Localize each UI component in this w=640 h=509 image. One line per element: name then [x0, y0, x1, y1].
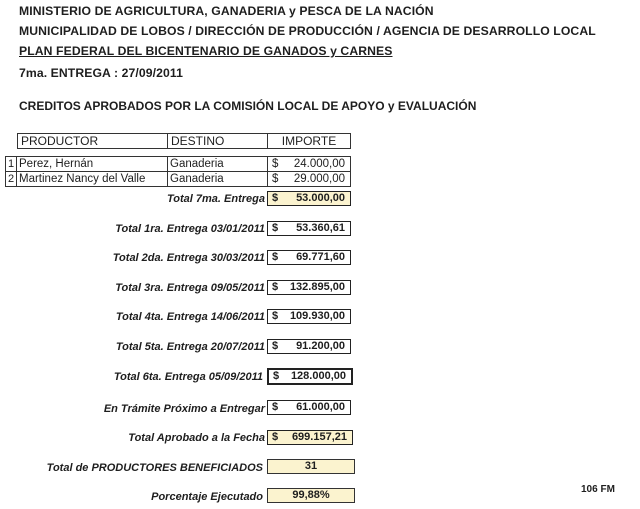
amount-value: 699.157,21	[291, 431, 347, 443]
total-approved-box	[267, 430, 353, 445]
percentage-label: Porcentaje Ejecutado	[151, 491, 263, 503]
amount-value: 128.000,00	[290, 370, 346, 382]
percentage-value: 99,88%	[267, 488, 355, 503]
currency-symbol: $	[272, 310, 279, 322]
footer-code: 106 FM	[581, 484, 615, 495]
amount-value: 29.000,00	[293, 173, 345, 185]
column-header-productor: PRODUCTOR	[17, 133, 168, 149]
total-1ra-label: Total 1ra. Entrega 03/01/2011	[115, 223, 265, 235]
currency-symbol: $	[272, 173, 279, 185]
currency-symbol: $	[272, 251, 279, 263]
currency-symbol: $	[272, 340, 279, 352]
total-7ma-label: Total 7ma. Entrega	[166, 193, 265, 205]
currency-symbol: $	[272, 281, 279, 293]
total-5ta-label: Total 5ta. Entrega 20/07/2011	[115, 341, 265, 353]
row-destino: Ganaderia	[167, 171, 268, 187]
pending-box	[267, 400, 351, 415]
header-municipality: MUNICIPALIDAD DE LOBOS / DIRECCIÓN DE PRODUCCIÓN / AGENCIA DE DESARROLLO LOCAL	[19, 24, 596, 38]
total-1ra-box	[267, 221, 351, 236]
producers-label: Total de PRODUCTORES BENEFICIADOS	[46, 462, 263, 474]
row-number: 2	[5, 171, 17, 187]
total-2da-box	[267, 250, 351, 265]
total-7ma-box	[267, 191, 351, 206]
amount-value: 69.771,60	[296, 251, 345, 263]
currency-symbol: $	[272, 222, 279, 234]
amount-value: 132.895,00	[289, 281, 345, 293]
total-3ra-box	[267, 280, 351, 295]
currency-symbol: $	[272, 158, 279, 170]
row-productor: Martinez Nancy del Valle	[16, 171, 168, 187]
pending-label: En Trámite Próximo a Entregar	[103, 403, 265, 415]
row-productor: Perez, Hernán	[16, 156, 168, 172]
total-approved-label: Total Aprobado a la Fecha	[128, 432, 265, 444]
total-4ta-box	[267, 309, 351, 324]
amount-value: 53.360,61	[296, 222, 345, 234]
column-header-destino: DESTINO	[167, 133, 268, 149]
total-4ta-label: Total 4ta. Entrega 14/06/2011	[115, 311, 265, 323]
row-importe	[267, 156, 351, 172]
header-delivery: 7ma. ENTREGA : 27/09/2011	[19, 66, 183, 80]
amount-value: 91.200,00	[296, 340, 345, 352]
amount-value: 61.000,00	[296, 401, 345, 413]
total-3ra-label: Total 3ra. Entrega 09/05/2011	[115, 282, 265, 294]
total-2da-label: Total 2da. Entrega 30/03/2011	[112, 252, 265, 264]
row-importe	[267, 171, 351, 187]
row-destino: Ganaderia	[167, 156, 268, 172]
total-5ta-box	[267, 339, 351, 354]
amount-value: 109.930,00	[289, 310, 345, 322]
currency-symbol: $	[272, 401, 279, 413]
total-6ta-label: Total 6ta. Entrega 05/09/2011	[113, 371, 263, 383]
header-plan: PLAN FEDERAL DEL BICENTENARIO DE GANADOS y CARNES	[19, 44, 393, 58]
producers-count: 31	[267, 459, 355, 474]
currency-symbol: $	[273, 370, 280, 382]
total-6ta-box	[267, 368, 353, 385]
header-ministry: MINISTERIO DE AGRICULTURA, GANADERIA y PESCA DE LA NACIÓN	[19, 4, 434, 18]
currency-symbol: $	[272, 192, 279, 204]
amount-value: 24.000,00	[293, 158, 345, 170]
amount-value: 53.000,00	[296, 192, 345, 204]
section-subtitle: CREDITOS APROBADOS POR LA COMISIÓN LOCAL DE APOYO y EVALUACIÓN	[19, 99, 477, 113]
currency-symbol: $	[272, 431, 279, 443]
column-header-importe: IMPORTE	[267, 133, 351, 149]
row-number: 1	[5, 156, 17, 172]
